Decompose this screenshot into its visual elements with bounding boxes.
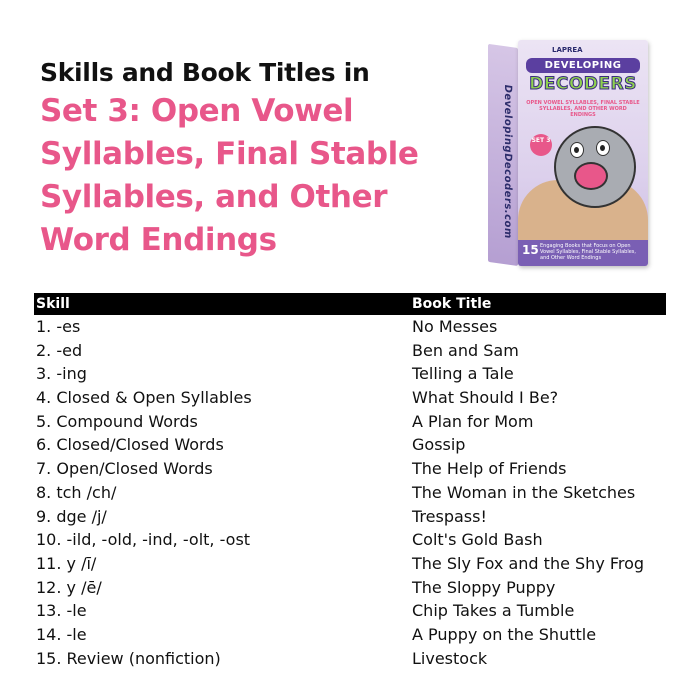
skill-cell: 11. y /ī/	[36, 553, 97, 573]
skill-cell: 7. Open/Closed Words	[36, 459, 213, 479]
table-row	[34, 339, 666, 363]
book-title-cell: A Puppy on the Shuttle	[412, 624, 597, 644]
book-title-cell: Livestock	[412, 648, 488, 668]
book-title-cell: The Sloppy Puppy	[412, 577, 556, 597]
table-row	[34, 433, 666, 457]
table-row	[34, 457, 666, 481]
skill-cell: 8. tch /ch/	[36, 482, 117, 502]
book-title-cell: Colt's Gold Bash	[412, 530, 543, 550]
dog-nose-icon	[574, 162, 608, 190]
book-title-cell: What Should I Be?	[412, 388, 559, 408]
skill-cell: 10. -ild, -old, -ind, -olt, -ost	[36, 530, 251, 550]
table-row	[34, 576, 666, 600]
table-row	[34, 623, 666, 647]
box-side-panel	[488, 44, 518, 266]
product-box-image	[488, 40, 650, 272]
skill-cell: 14. -le	[36, 624, 87, 644]
book-title-cell: Gossip	[412, 435, 466, 455]
book-title-cell: The Woman in the Sketches	[412, 482, 636, 502]
title-pink-line: Syllables, Final Stable	[40, 136, 419, 172]
table-row	[34, 386, 666, 410]
table-row	[34, 505, 666, 529]
skill-cell: 6. Closed/Closed Words	[36, 435, 224, 455]
title-pink-line: Set 3: Open Vowel	[40, 93, 354, 129]
box-book-count: 15	[522, 243, 539, 257]
book-title-cell: A Plan for Mom	[412, 411, 534, 431]
skill-cell: 4. Closed & Open Syllables	[36, 388, 252, 408]
skill-cell: 3. -ing	[36, 364, 87, 384]
book-title-cell: No Messes	[412, 317, 498, 336]
dog-eye-icon	[570, 142, 584, 158]
table-row	[34, 647, 666, 671]
skill-cell: 13. -le	[36, 601, 87, 621]
header-skill: Skill	[36, 296, 70, 312]
page-title	[40, 56, 470, 262]
skill-cell: 9. dge /j/	[36, 506, 107, 526]
series-logo-main: DECODERS	[529, 74, 637, 94]
dog-head-illustration	[554, 126, 636, 208]
title-pink-line: Word Endings	[40, 222, 277, 258]
box-front-panel	[518, 40, 648, 266]
series-logo-top: DEVELOPING	[526, 58, 640, 73]
book-title-cell: The Sly Fox and the Shy Frog	[412, 553, 645, 573]
table-header	[34, 293, 666, 315]
title-pink-line: Syllables, and Other	[40, 179, 388, 215]
table-row	[34, 315, 666, 339]
table-row	[34, 599, 666, 623]
title-line-1: Skills and Book Titles in	[40, 58, 370, 87]
brand-logo: LAPREA	[552, 46, 583, 54]
header-book-title: Book Title	[412, 296, 492, 312]
book-title-cell: Chip Takes a Tumble	[412, 601, 575, 621]
skill-cell: 12. y /ē/	[36, 577, 102, 597]
table-row	[34, 528, 666, 552]
set-badge: SET 3	[530, 134, 552, 156]
table-row	[34, 410, 666, 434]
table-row	[34, 481, 666, 505]
skill-cell: 1. -es	[36, 317, 81, 336]
skill-cell: 15. Review (nonfiction)	[36, 648, 221, 668]
dog-eye-icon	[596, 140, 610, 156]
title-set-name	[40, 90, 470, 262]
box-side-url: DevelopingDecoders.com	[502, 83, 513, 240]
box-bottom-banner: Engaging Books that Focus on Open Vowel Syllables, Final Stable Syllables, and Other Word Endings	[518, 240, 648, 266]
skill-cell: 5. Compound Words	[36, 411, 198, 431]
book-title-cell: Ben and Sam	[412, 340, 519, 360]
box-subtitle: OPEN VOWEL SYLLABLES, FINAL STABLE SYLLABLES, AND OTHER WORD ENDINGS	[526, 100, 640, 118]
book-title-cell: The Help of Friends	[412, 459, 567, 479]
table-row	[34, 362, 666, 386]
skills-table	[34, 293, 666, 670]
table-row	[34, 552, 666, 576]
book-title-cell: Telling a Tale	[412, 364, 514, 384]
skill-cell: 2. -ed	[36, 340, 83, 360]
book-title-cell: Trespass!	[412, 506, 487, 526]
